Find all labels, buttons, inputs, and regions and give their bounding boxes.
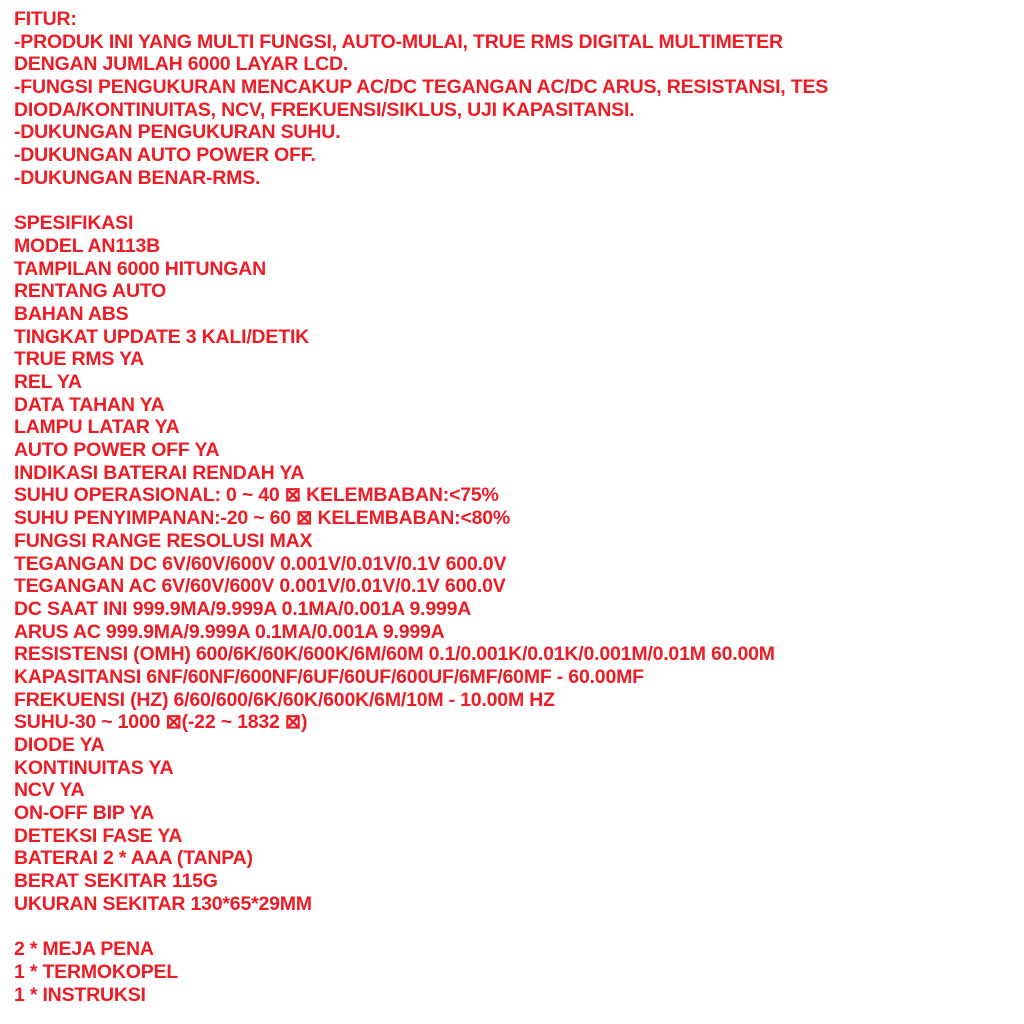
spec-line: BATERAI 2 * AAA (TANPA) [14,847,253,870]
spec-line: DC SAAT INI 999.9MA/9.999A 0.1MA/0.001A 9.999A [14,597,472,620]
spec-line: SUHU-30 ~ 1000 ⊠(-22 ~ 1832 ⊠) [14,711,308,734]
spec-line: FREKUENSI (HZ) 6/60/600/6K/60K/600K/6M/10M - 10.00M HZ [14,688,555,711]
specs-section [14,212,1014,915]
spec-line: SUHU PENYIMPANAN:-20 ~ 60 ⊠ KELEMBABAN:<80% [14,507,511,530]
features-section [14,8,1014,190]
spec-line: MODEL AN113B [14,234,161,257]
spacer [14,916,1014,939]
spec-line: REL YA [14,371,82,393]
feature-line: -DUKUNGAN PENGUKURAN SUHU. [14,121,341,144]
spec-line: ON-OFF BIP YA [14,802,155,825]
spec-line: TAMPILAN 6000 HITUNGAN [14,257,267,280]
spec-line: SUHU OPERASIONAL: 0 ~ 40 ⊠ KELEMBABAN:<75% [14,484,499,507]
spec-line: BERAT SEKITAR 115G [14,870,218,893]
spec-line: ARUS AC 999.9MA/9.999A 0.1MA/0.001A 9.999A [14,620,445,643]
spacer [14,190,1014,213]
spec-line: TINGKAT UPDATE 3 KALI/DETIK [14,325,310,348]
spec-line: INDIKASI BATERAI RENDAH YA [14,461,305,484]
spec-line: FUNGSI RANGE RESOLUSI MAX [14,529,313,552]
feature-line: -PRODUK INI YANG MULTI FUNGSI, AUTO-MULAI, TRUE RMS DIGITAL MULTIMETER [14,30,783,53]
spec-line: RENTANG AUTO [14,280,167,303]
spec-line: UKURAN SEKITAR 130*65*29MM [14,892,312,915]
package-line: 1 * TERMOKOPEL [14,960,179,983]
spec-line: KONTINUITAS YA [14,756,174,779]
package-line: 2 * MEJA PENA [14,938,154,961]
spec-line: DIODE YA [14,734,105,756]
package-section [14,938,1014,1006]
feature-line: -DUKUNGAN BENAR-RMS. [14,166,261,189]
specs-title: SPESIFIKASI [14,212,134,235]
spec-line: AUTO POWER OFF YA [14,439,220,462]
features-title: FITUR: [14,8,77,30]
feature-line: -DUKUNGAN AUTO POWER OFF. [14,144,316,167]
feature-line: DENGAN JUMLAH 6000 LAYAR LCD. [14,53,349,76]
spec-line: DETEKSI FASE YA [14,824,183,847]
feature-line: -FUNGSI PENGUKURAN MENCAKUP AC/DC TEGANGAN AC/DC ARUS, RESISTANSI, TES [14,76,829,99]
spec-line: RESISTENSI (OMH) 600/6K/60K/600K/6M/60M 0.1/0.001K/0.01K/0.001M/0.01M 60.00M [14,643,775,666]
spec-line: BAHAN ABS [14,302,129,325]
spec-line: DATA TAHAN YA [14,393,165,416]
spec-line: NCV YA [14,779,85,802]
feature-line: DIODA/KONTINUITAS, NCV, FREKUENSI/SIKLUS, UJI KAPASITANSI. [14,98,635,121]
product-description [14,8,1014,1006]
spec-line: TEGANGAN DC 6V/60V/600V 0.001V/0.01V/0.1V 600.0V [14,552,507,575]
spec-line: LAMPU LATAR YA [14,416,180,439]
package-line: 1 * INSTRUKSI [14,983,146,1006]
spec-line: TEGANGAN AC 6V/60V/600V 0.001V/0.01V/0.1V 600.0V [14,575,506,598]
spec-line: TRUE RMS YA [14,348,144,371]
spec-line: KAPASITANSI 6NF/60NF/600NF/6UF/60UF/600UF/6MF/60MF - 60.00MF [14,665,644,688]
